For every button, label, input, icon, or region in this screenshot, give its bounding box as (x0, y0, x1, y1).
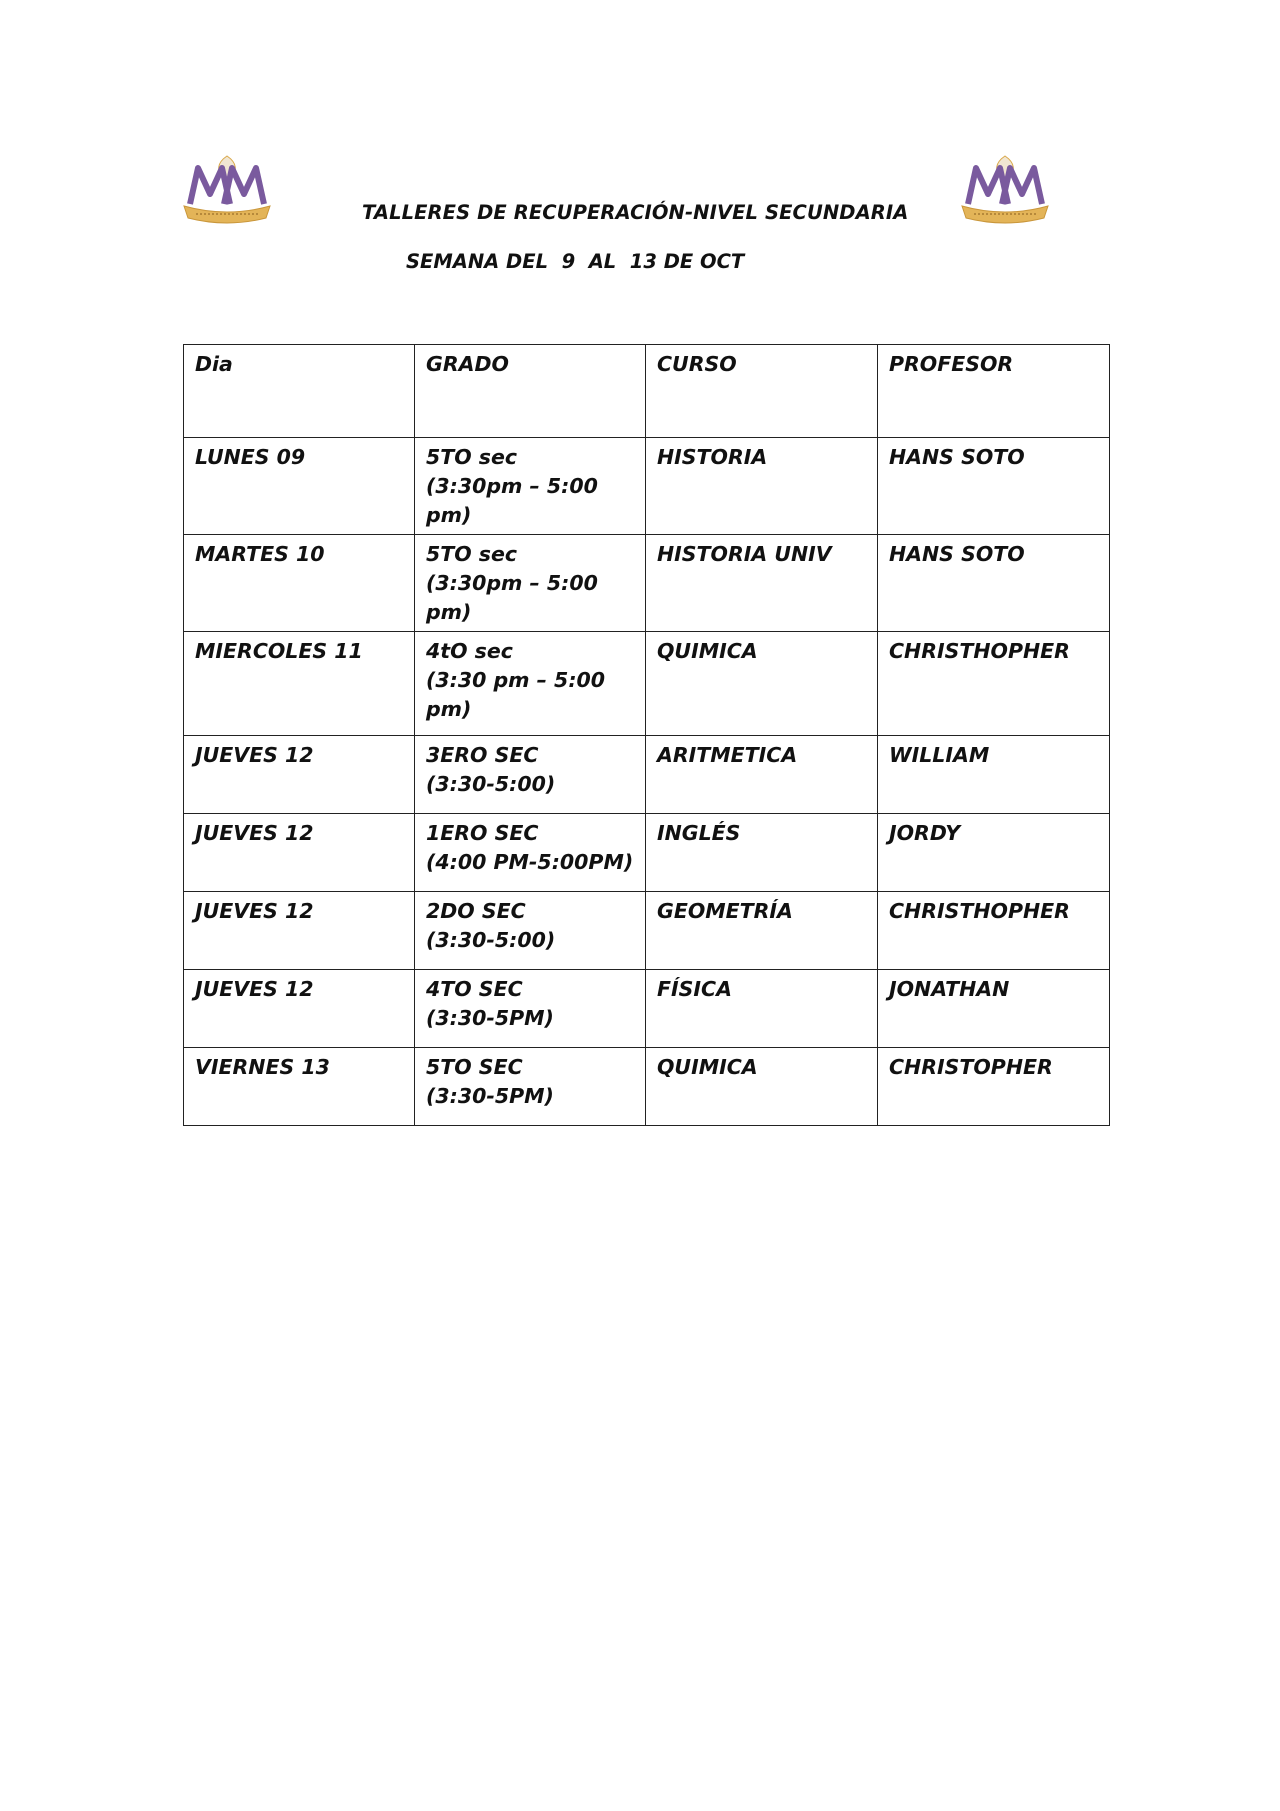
table-row (184, 438, 1110, 535)
cell-dia: JUEVES 12 (184, 970, 415, 1048)
cell-profesor: JONATHAN (878, 970, 1110, 1048)
cell-dia: MIERCOLES 11 (184, 632, 415, 736)
cell-curso: QUIMICA (646, 1048, 878, 1126)
table-header-row (184, 345, 1110, 438)
cell-dia: LUNES 09 (184, 438, 415, 535)
cell-profesor: HANS SOTO (878, 535, 1110, 632)
grado-level: 2DO SEC (426, 899, 526, 923)
cell-dia: VIERNES 13 (184, 1048, 415, 1126)
table-row (184, 814, 1110, 892)
cell-grado (415, 438, 646, 535)
column-header-profesor: PROFESOR (878, 345, 1110, 438)
table-row (184, 892, 1110, 970)
cell-profesor: JORDY (878, 814, 1110, 892)
cell-curso: HISTORIA (646, 438, 878, 535)
column-header-dia: Dia (184, 345, 415, 438)
grado-schedule-time: (3:30-5:00) (426, 928, 556, 952)
cell-profesor: CHRISTHOPHER (878, 892, 1110, 970)
page-title: TALLERES DE RECUPERACIÓN-NIVEL SECUNDARIA (362, 201, 909, 224)
cell-profesor: CHRISTOPHER (878, 1048, 1110, 1126)
grado-schedule-time: (3:30-5PM) (426, 1006, 554, 1030)
cell-curso: INGLÉS (646, 814, 878, 892)
grado-schedule-time: (3:30-5:00) (426, 772, 556, 796)
cell-dia: JUEVES 12 (184, 814, 415, 892)
grado-level: 1ERO SEC (426, 821, 539, 845)
table-row (184, 535, 1110, 632)
cell-curso: ARITMETICA (646, 736, 878, 814)
cell-curso: QUIMICA (646, 632, 878, 736)
grado-level: 4tO sec (426, 639, 513, 663)
cell-grado (415, 1048, 646, 1126)
grado-level: 4TO SEC (426, 977, 523, 1001)
cell-curso: HISTORIA UNIV (646, 535, 878, 632)
cell-profesor: HANS SOTO (878, 438, 1110, 535)
cell-grado (415, 892, 646, 970)
cell-dia: JUEVES 12 (184, 736, 415, 814)
cell-curso: FÍSICA (646, 970, 878, 1048)
grado-level: 3ERO SEC (426, 743, 539, 767)
cell-grado (415, 970, 646, 1048)
grado-schedule-time: (3:30pm – 5:00 pm) (426, 571, 598, 624)
schedule-table (183, 344, 1110, 1126)
grado-schedule-time: (4:00 PM-5:00PM) (426, 850, 634, 874)
school-crest-logo-left (178, 148, 276, 228)
school-crest-logo-right (956, 148, 1054, 228)
cell-profesor: CHRISTHOPHER (878, 632, 1110, 736)
week-subtitle: SEMANA DEL 9 AL 13 DE OCT (406, 250, 745, 273)
cell-grado (415, 632, 646, 736)
cell-grado (415, 535, 646, 632)
school-crest-logo-icon (178, 148, 276, 228)
table-row (184, 736, 1110, 814)
column-header-grado: GRADO (415, 345, 646, 438)
table-row (184, 632, 1110, 736)
cell-dia: JUEVES 12 (184, 892, 415, 970)
grado-level: 5TO SEC (426, 1055, 523, 1079)
cell-grado (415, 736, 646, 814)
table-row (184, 1048, 1110, 1126)
grado-schedule-time: (3:30 pm – 5:00 pm) (426, 668, 606, 721)
table-row (184, 970, 1110, 1048)
grado-level: 5TO sec (426, 542, 518, 566)
schedule-body (184, 438, 1110, 1126)
grado-level: 5TO sec (426, 445, 518, 469)
cell-grado (415, 814, 646, 892)
cell-curso: GEOMETRÍA (646, 892, 878, 970)
school-crest-logo-icon (956, 148, 1054, 228)
column-header-curso: CURSO (646, 345, 878, 438)
grado-schedule-time: (3:30-5PM) (426, 1084, 554, 1108)
grado-schedule-time: (3:30pm – 5:00 pm) (426, 474, 598, 527)
cell-profesor: WILLIAM (878, 736, 1110, 814)
cell-dia: MARTES 10 (184, 535, 415, 632)
